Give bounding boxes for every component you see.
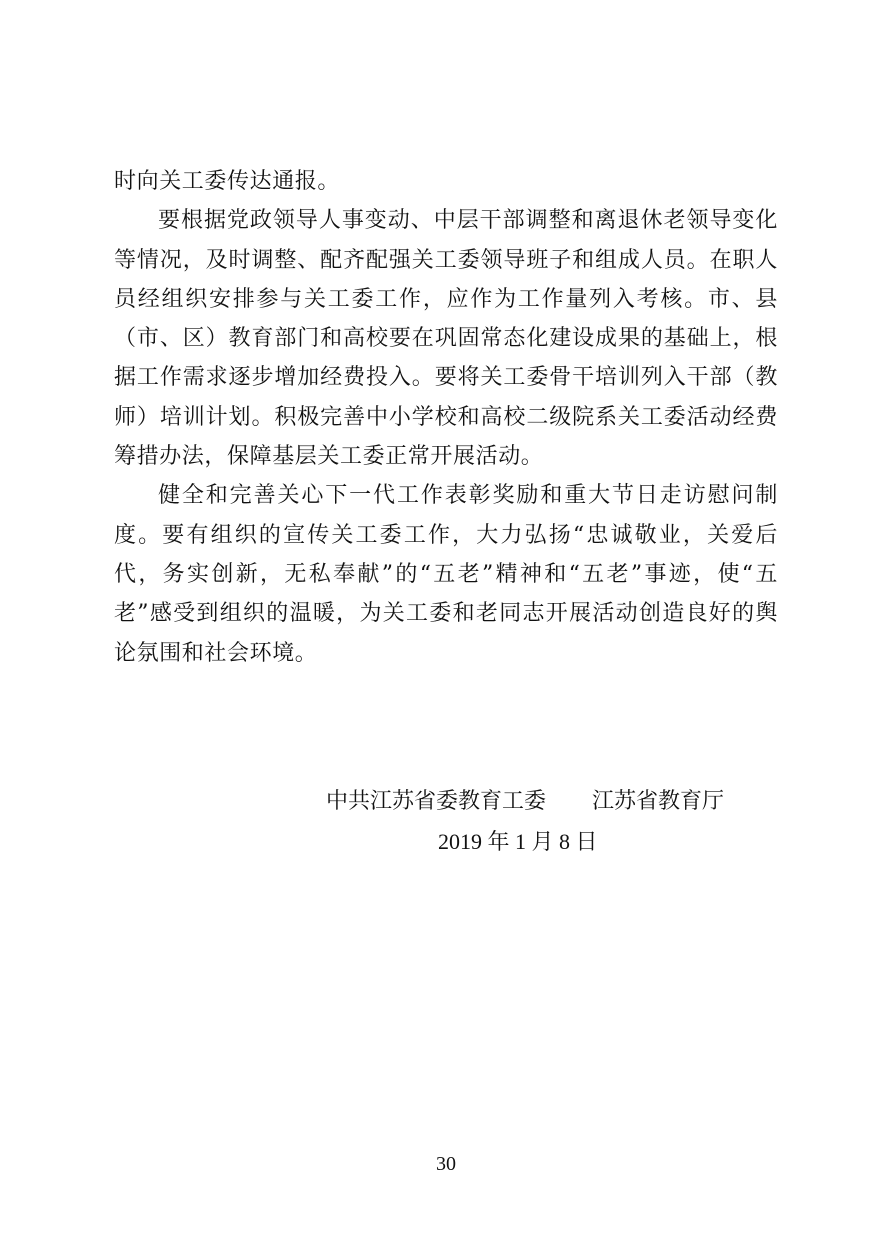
paragraph-commendation-system: 健全和完善关心下一代工作表彰奖励和重大节日走访慰问制度。要有组织的宣传关工委工作，大力弘扬“忠诚敬业，关爱后代，务实创新，无私奉献”的“五老”精神和“五老”事迹，使“五老”感受到组织的温暖，为关工委和老同志开展活动创造良好的舆论氛围和社会环境。	[114, 483, 778, 666]
page-number: 30	[436, 1153, 456, 1175]
paragraph-leadership-adjustment: 要根据党政领导人事变动、中层干部调整和离退休老领导变化等情况，及时调整、配齐配强关工委领导班子和组成人员。在职人员经组织安排参与关工委工作，应作为工作量列入考核。市、县（市、区）教育部门和高校要在巩固常态化建设成果的基础上，根据工作需求逐步增加经费投入。要将关工委骨干培训列入干部（教师）培训计划。积极完善中小学校和高校二级院系关工委活动经费筹措办法，保障基层关工委正常开展活动。	[114, 208, 778, 470]
issuer-education-work-committee: 中共江苏省委教育工委	[326, 789, 547, 814]
document-body	[114, 162, 778, 673]
paragraph-continuation: 时向关工委传达通报。	[114, 169, 341, 194]
issuer-line	[326, 782, 724, 821]
issue-date: 2019 年 1 月 8 日	[438, 829, 598, 854]
issuer-education-department: 江苏省教育厅	[592, 789, 725, 814]
